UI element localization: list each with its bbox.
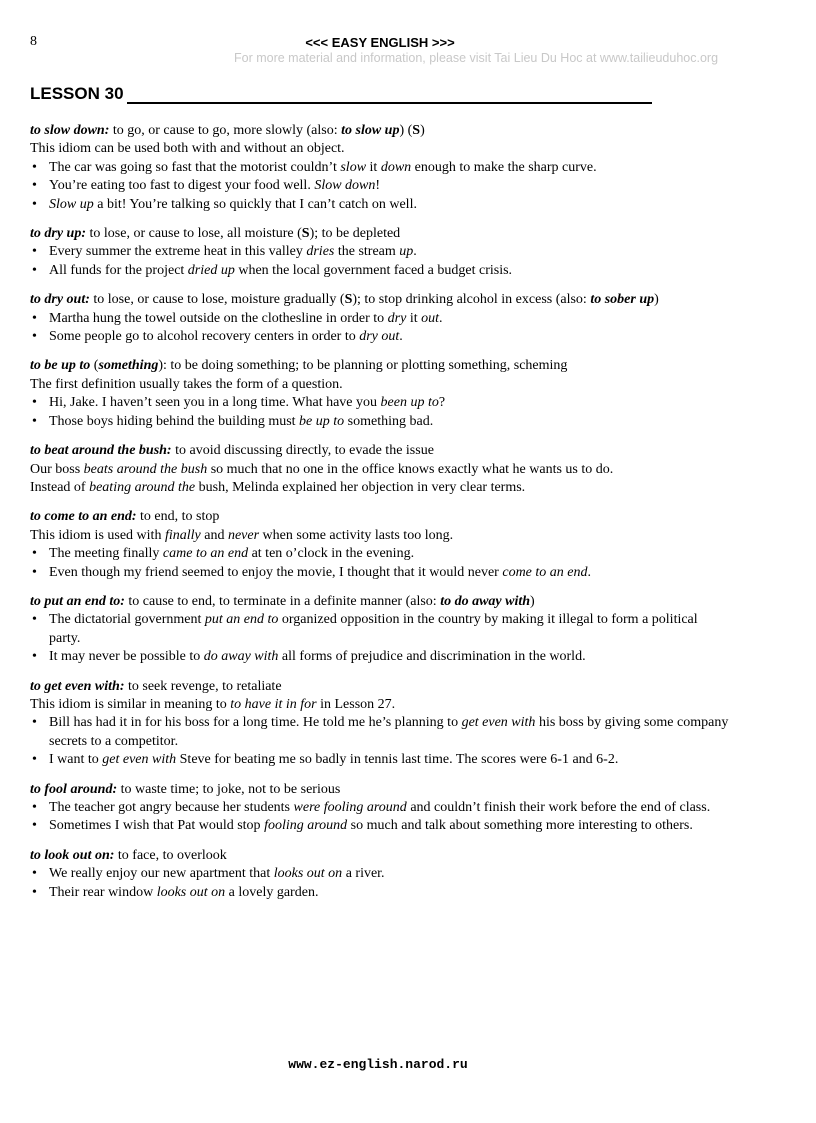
note-text: This idiom is similar in meaning to bbox=[30, 696, 231, 712]
idiom-term: to beat around the bush: bbox=[30, 443, 172, 459]
definition-text: S bbox=[344, 292, 353, 308]
idiom-note bbox=[30, 479, 730, 497]
note-text: finally bbox=[164, 527, 201, 543]
example-item bbox=[30, 413, 730, 431]
idiom-definition bbox=[30, 593, 730, 611]
example-text: Slow down bbox=[314, 178, 376, 194]
definition-text: to waste time; to joke, not to be serious bbox=[117, 781, 341, 797]
note-text: Instead of bbox=[30, 479, 90, 495]
idiom-term: to slow down: bbox=[30, 123, 110, 138]
example-text: down bbox=[380, 159, 412, 175]
note-text: This idiom can be used both with and without an object. bbox=[30, 141, 345, 157]
header-subtitle: For more material and information, please visit Tai Lieu Du Hoc at www.tailieuduhoc.org bbox=[234, 51, 719, 65]
definition-text: to seek revenge, to retaliate bbox=[124, 678, 282, 694]
example-text: the stream bbox=[334, 244, 400, 260]
example-list bbox=[30, 310, 730, 347]
example-item bbox=[30, 865, 730, 883]
example-text: looks out on bbox=[273, 866, 343, 882]
note-text: beating around the bbox=[89, 479, 196, 495]
example-text: up bbox=[399, 244, 414, 260]
idiom-definition bbox=[30, 781, 730, 799]
example-text: slow bbox=[340, 159, 367, 175]
definition-text: ): to be doing something; to be planning or plotting something, scheming bbox=[158, 358, 568, 374]
idiom-entry bbox=[30, 122, 730, 214]
example-text: were fooling around bbox=[293, 800, 407, 815]
idiom-term: to put an end to: bbox=[30, 593, 125, 609]
example-text: when the local government faced a budget crisis. bbox=[234, 262, 513, 278]
example-text: We really enjoy our new apartment that bbox=[49, 866, 274, 882]
example-text: . bbox=[399, 329, 403, 345]
example-text: Every summer the extreme heat in this valley bbox=[49, 244, 307, 260]
example-text: came to an end bbox=[162, 546, 249, 562]
example-text: looks out on bbox=[156, 884, 226, 900]
definition-text: to cause to end, to terminate in a definite manner (also: bbox=[124, 593, 441, 609]
example-list bbox=[30, 714, 730, 769]
example-item bbox=[30, 884, 730, 902]
example-text: The teacher got angry because her students bbox=[49, 800, 294, 815]
example-item bbox=[30, 310, 730, 328]
idiom-definition bbox=[30, 357, 730, 375]
idiom-entry bbox=[30, 442, 730, 497]
definition-text: ) bbox=[530, 593, 535, 609]
definition-text: to end, to stop bbox=[136, 509, 220, 525]
idiom-term: to do away with bbox=[440, 593, 531, 609]
example-item bbox=[30, 648, 730, 666]
definition-text: ( bbox=[90, 358, 99, 374]
idiom-entry bbox=[30, 508, 730, 582]
definition-text: to lose, or cause to lose, moisture gradually ( bbox=[89, 292, 345, 308]
example-text: been up to bbox=[380, 395, 439, 411]
example-text: Even though my friend seemed to enjoy the movie, I thought that it would never bbox=[49, 564, 503, 580]
definition-text: ); to be depleted bbox=[309, 226, 401, 242]
example-text: his boss by giving some company secrets to a competitor. bbox=[49, 715, 729, 749]
example-text: do away with bbox=[203, 649, 279, 665]
example-text: ! bbox=[375, 178, 381, 194]
note-text: Our boss bbox=[30, 461, 84, 477]
example-text: get even with bbox=[461, 715, 536, 731]
example-item bbox=[30, 799, 730, 817]
idiom-entry bbox=[30, 781, 730, 836]
idiom-term: to get even with: bbox=[30, 678, 125, 694]
example-text: out bbox=[421, 310, 439, 326]
idiom-note bbox=[30, 376, 730, 394]
idiom-entry bbox=[30, 593, 730, 667]
example-text: Some people go to alcohol recovery centers in order to bbox=[49, 329, 360, 345]
example-text: The meeting finally bbox=[49, 546, 163, 562]
idiom-definition bbox=[30, 442, 730, 460]
definition-text: S bbox=[301, 226, 310, 242]
example-text: The dictatorial government bbox=[49, 612, 205, 628]
example-text: enough to make the sharp curve. bbox=[411, 159, 597, 175]
example-list bbox=[30, 611, 730, 666]
example-text: and couldn’t finish their work before the end of class. bbox=[406, 800, 711, 815]
definition-text: ) bbox=[420, 123, 425, 138]
example-text: All funds for the project bbox=[49, 262, 188, 278]
page-number: 8 bbox=[30, 34, 37, 49]
note-text: bush, Melinda explained her objection in very clear terms. bbox=[195, 479, 526, 495]
lesson-title bbox=[30, 84, 652, 104]
idiom-term: to slow up bbox=[341, 123, 400, 138]
idiom-entry bbox=[30, 847, 730, 902]
example-text: a lovely garden. bbox=[225, 884, 319, 900]
header-title: <<< EASY ENGLISH >>> bbox=[305, 35, 455, 50]
footer-url: www.ez-english.narod.ru bbox=[288, 1057, 468, 1072]
idiom-entry bbox=[30, 225, 730, 280]
example-list bbox=[30, 865, 730, 902]
example-text: dry bbox=[387, 310, 407, 326]
example-text: so much and talk about something more interesting to others. bbox=[347, 818, 693, 834]
example-item bbox=[30, 196, 730, 214]
note-text: so much that no one in the office knows exactly what he wants us to do. bbox=[207, 461, 614, 477]
example-text: Bill has had it in for his boss for a long time. He told me he’s planning to bbox=[49, 715, 462, 731]
example-text: put an end to bbox=[204, 612, 279, 628]
example-text: Steve for beating me so badly in tennis last time. The scores were 6-1 and 6-2. bbox=[176, 752, 619, 768]
example-text: Hi, Jake. I haven’t seen you in a long time. What have you bbox=[49, 395, 381, 411]
definition-text: ) bbox=[654, 292, 659, 308]
idiom-list bbox=[30, 122, 730, 913]
definition-text: ) ( bbox=[399, 123, 413, 138]
idiom-note bbox=[30, 140, 730, 158]
idiom-entry bbox=[30, 678, 730, 770]
example-text: it bbox=[366, 159, 381, 175]
example-text: Sometimes I wish that Pat would stop bbox=[49, 818, 265, 834]
example-list bbox=[30, 394, 730, 431]
example-item bbox=[30, 751, 730, 769]
note-text: This idiom is used with bbox=[30, 527, 165, 543]
example-text: come to an end bbox=[502, 564, 588, 580]
definition-text: to lose, or cause to lose, all moisture ( bbox=[86, 226, 302, 242]
idiom-term: to dry out: bbox=[30, 292, 90, 308]
example-text: organized opposition in the country by making it illegal to form a political party. bbox=[49, 612, 698, 646]
idiom-term: to sober up bbox=[590, 292, 655, 308]
example-list bbox=[30, 159, 730, 214]
note-text: beats around the bush bbox=[83, 461, 208, 477]
example-text: You’re eating too fast to digest your food well. bbox=[49, 178, 315, 194]
definition-text: to avoid discussing directly, to evade the issue bbox=[171, 443, 434, 459]
idiom-definition bbox=[30, 291, 730, 309]
note-text: to have it in for bbox=[230, 696, 317, 712]
example-list bbox=[30, 545, 730, 582]
example-text: it bbox=[406, 310, 422, 326]
example-text: Slow up bbox=[49, 196, 94, 212]
example-text: fooling around bbox=[264, 818, 348, 834]
idiom-entry bbox=[30, 291, 730, 346]
example-item bbox=[30, 611, 730, 648]
lesson-title-text: LESSON 30 bbox=[30, 84, 124, 103]
note-text: when some activity lasts too long. bbox=[259, 527, 454, 543]
example-text: Martha hung the towel outside on the clothesline in order to bbox=[49, 310, 388, 326]
definition-text: to go, or cause to go, more slowly (also: bbox=[109, 123, 342, 138]
idiom-definition bbox=[30, 847, 730, 865]
example-text: get even with bbox=[102, 752, 177, 768]
example-item bbox=[30, 817, 730, 835]
example-text: . bbox=[439, 310, 443, 326]
example-item bbox=[30, 564, 730, 582]
idiom-definition bbox=[30, 508, 730, 526]
idiom-note bbox=[30, 461, 730, 479]
example-item bbox=[30, 328, 730, 346]
definition-text: ); to stop drinking alcohol in excess (also: bbox=[352, 292, 591, 308]
note-text: in Lesson 27. bbox=[316, 696, 396, 712]
note-text: and bbox=[200, 527, 228, 543]
example-item bbox=[30, 545, 730, 563]
idiom-term: to come to an end: bbox=[30, 509, 137, 525]
idiom-entry bbox=[30, 357, 730, 431]
example-text: all forms of prejudice and discrimination in the world. bbox=[278, 649, 586, 665]
example-text: dry out bbox=[359, 329, 400, 345]
lesson-title-rule bbox=[127, 87, 652, 104]
idiom-term: to dry up: bbox=[30, 226, 86, 242]
example-list bbox=[30, 799, 730, 836]
example-text: Their rear window bbox=[49, 884, 157, 900]
example-item bbox=[30, 243, 730, 261]
example-text: a bit! You’re talking so quickly that I can’t catch on well. bbox=[93, 196, 417, 212]
example-text: be up to bbox=[299, 413, 345, 429]
example-text: something bad. bbox=[344, 413, 434, 429]
example-item bbox=[30, 394, 730, 412]
example-text: at ten o’clock in the evening. bbox=[248, 546, 415, 562]
definition-text: to face, to overlook bbox=[114, 847, 227, 863]
example-item bbox=[30, 714, 730, 751]
example-item bbox=[30, 177, 730, 195]
idiom-definition bbox=[30, 225, 730, 243]
idiom-definition bbox=[30, 122, 730, 140]
idiom-term: to be up to bbox=[30, 358, 91, 374]
example-text: It may never be possible to bbox=[49, 649, 204, 665]
example-text: a river. bbox=[342, 866, 385, 882]
idiom-term: to fool around: bbox=[30, 781, 118, 797]
example-text: I want to bbox=[49, 752, 103, 768]
example-text: . bbox=[413, 244, 417, 260]
note-text: The first definition usually takes the form of a question. bbox=[30, 376, 343, 392]
definition-text: S bbox=[412, 123, 421, 138]
idiom-note bbox=[30, 527, 730, 545]
example-text: The car was going so fast that the motorist couldn’t bbox=[49, 159, 341, 175]
idiom-term: to look out on: bbox=[30, 847, 115, 863]
example-item bbox=[30, 159, 730, 177]
idiom-note bbox=[30, 696, 730, 714]
example-text: Those boys hiding behind the building must bbox=[49, 413, 300, 429]
idiom-definition bbox=[30, 678, 730, 696]
example-item bbox=[30, 262, 730, 280]
example-text: dried up bbox=[187, 262, 235, 278]
note-text: never bbox=[227, 527, 260, 543]
example-text: . bbox=[587, 564, 592, 580]
example-text: ? bbox=[438, 395, 446, 411]
example-text: dries bbox=[306, 244, 335, 260]
idiom-term: something bbox=[98, 358, 159, 374]
example-list bbox=[30, 243, 730, 280]
